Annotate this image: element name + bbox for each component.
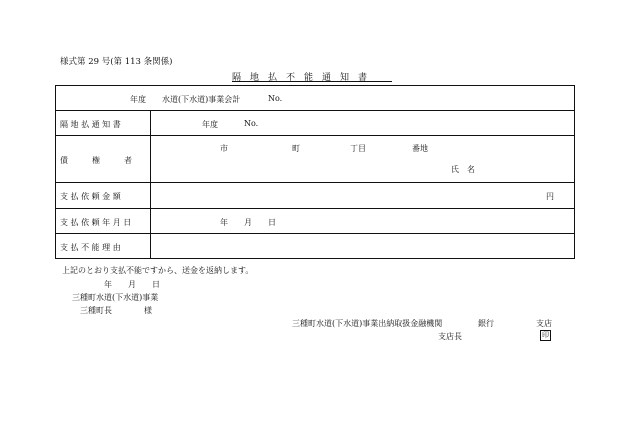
honorific-sama: 様 <box>144 306 152 315</box>
payment-date-month: 月 <box>244 218 252 227</box>
document-title: 隔 地 払 不 能 通 知 書 <box>232 73 368 83</box>
currency-yen: 円 <box>546 192 554 201</box>
account-name: 水道(下水道)事業会計 <box>162 95 241 104</box>
creditor-label: 債 権 者 <box>60 156 132 165</box>
remittance-no-label: No. <box>244 119 259 128</box>
form-number: 様式第 29 号(第 113 条関係) <box>60 57 173 67</box>
creditor-name-label: 氏 名 <box>451 165 475 174</box>
payment-amount-label: 支 払 依 頼 金 額 <box>60 192 121 201</box>
address-banchi: 番地 <box>412 144 428 153</box>
seal-icon: 印 <box>542 331 549 339</box>
financial-institution: 三種町水道(下水道)事業出納取扱金融機関 <box>292 319 443 328</box>
column-divider <box>150 111 151 258</box>
branch-manager: 支店長 <box>438 332 462 341</box>
row-remittance-notice <box>56 111 574 136</box>
address-chome: 丁目 <box>350 144 366 153</box>
payment-date-year: 年 <box>220 218 228 227</box>
footer-date-day: 日 <box>152 280 160 289</box>
row-payment-date <box>56 209 574 234</box>
mayor-title: 三種町長 <box>80 306 112 315</box>
form-table <box>55 85 575 259</box>
return-statement: 上記のとおり支払不能ですから、送金を返納します。 <box>62 266 254 275</box>
account-no-label: No. <box>268 94 283 103</box>
bank-label: 銀行 <box>478 319 494 328</box>
payment-date-day: 日 <box>268 218 276 227</box>
row-account-year-label: 年度 <box>130 95 146 104</box>
branch-label: 支店 <box>536 319 552 328</box>
footer-date-year: 年 <box>104 280 112 289</box>
address-city: 市 <box>220 144 228 153</box>
remittance-notice-label: 隔 地 払 通 知 書 <box>60 120 121 129</box>
title-underline <box>232 81 392 82</box>
row-account <box>56 86 574 111</box>
address-town: 町 <box>292 144 300 153</box>
issuer-org: 三種町水道(下水道)事業 <box>72 293 159 302</box>
payment-date-label: 支 払 依 頼 年 月 日 <box>60 218 132 227</box>
remittance-year-label: 年度 <box>202 120 218 129</box>
unpayable-reason-label: 支 払 不 能 理 由 <box>60 243 121 252</box>
row-creditor <box>56 136 574 183</box>
footer-date-month: 月 <box>128 280 136 289</box>
row-payment-amount <box>56 183 574 209</box>
row-unpayable-reason <box>56 234 574 258</box>
